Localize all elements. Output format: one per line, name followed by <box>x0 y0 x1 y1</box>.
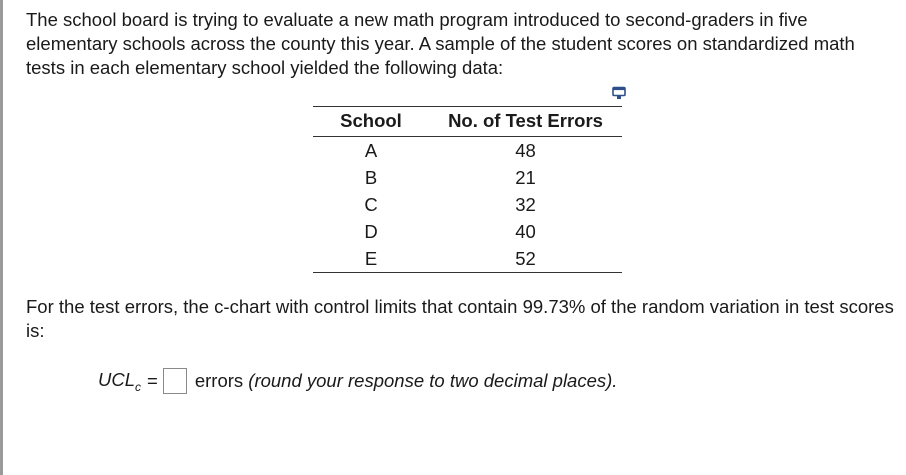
table-row <box>313 191 622 218</box>
errors-cell: 32 <box>515 193 536 215</box>
problem-intro: The school board is trying to evaluate a new math program introduced to second-graders in five elementary schools across the county this year. A sample of the student scores on standardized math tests in each elementary school yielded the following data: <box>26 9 855 78</box>
school-cell: B <box>364 166 378 188</box>
table-row <box>313 218 622 245</box>
table-header-row <box>313 107 622 137</box>
table-row <box>313 245 622 273</box>
ucl-label-text: UCL <box>98 368 136 390</box>
errors-cell: 48 <box>515 139 536 161</box>
errors-cell: 40 <box>515 220 536 242</box>
answer-units: errors <box>194 370 244 391</box>
school-cell: C <box>364 193 378 215</box>
copy-data-icon[interactable] <box>612 86 626 100</box>
school-cell: A <box>364 139 378 161</box>
left-border <box>0 0 3 475</box>
answer-hint: (round your response to two decimal places). <box>248 370 618 391</box>
school-cell: D <box>364 220 378 242</box>
data-table <box>313 106 622 273</box>
errors-cell: 21 <box>515 166 536 188</box>
answer-row <box>98 368 617 394</box>
table-row <box>313 137 622 165</box>
table-row <box>313 164 622 191</box>
ucl-subscript: c <box>135 379 142 394</box>
equals-sign: = <box>147 370 158 391</box>
header-errors: No. of Test Errors <box>429 107 622 137</box>
question-text: For the test errors, the c-chart with control limits that contain 99.73% of the random variation in test scores is: <box>26 296 894 341</box>
ucl-answer-input[interactable] <box>163 368 187 394</box>
header-school: School <box>313 107 429 137</box>
errors-cell: 52 <box>515 247 536 269</box>
ucl-label <box>98 369 141 394</box>
school-cell: E <box>364 247 378 269</box>
